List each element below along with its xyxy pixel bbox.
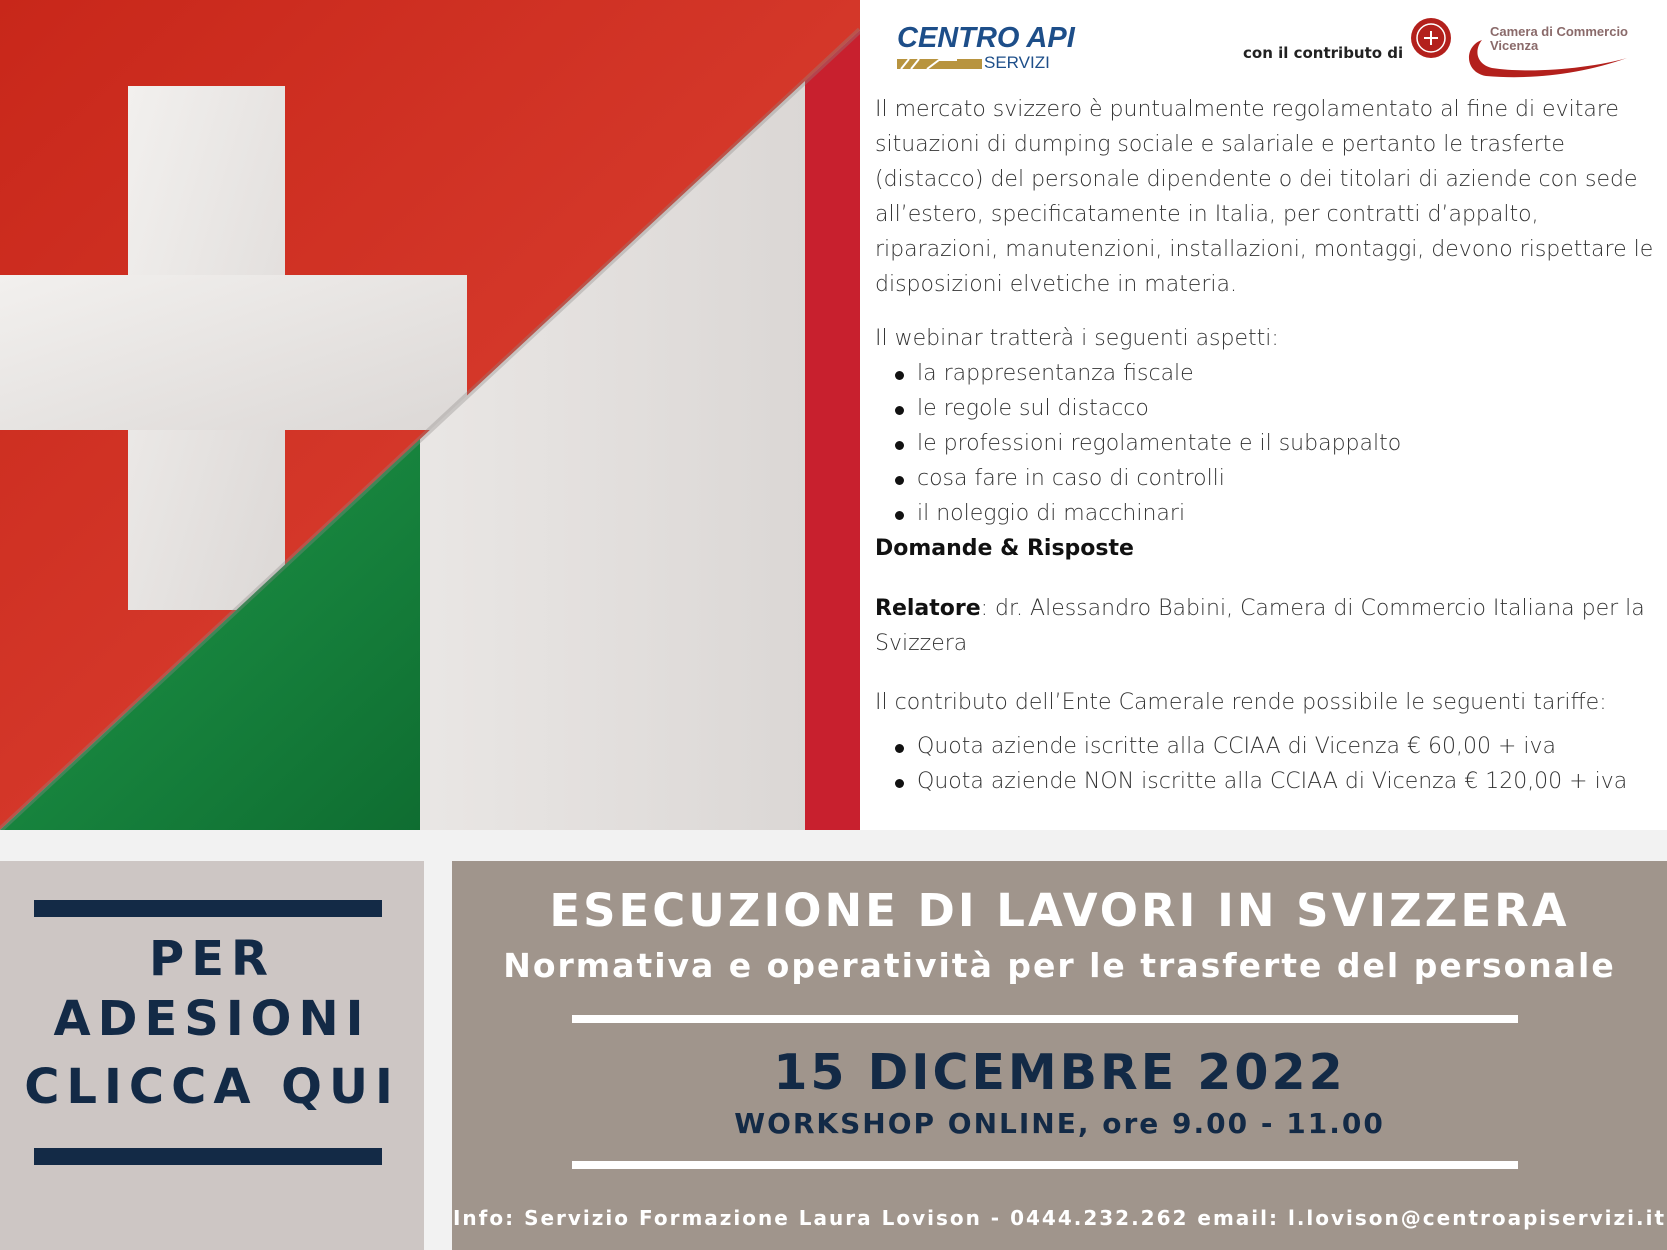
cta-bottom-bar xyxy=(34,1148,382,1165)
list-item: le regole sul distacco xyxy=(917,391,1655,426)
qa-label: Domande & Risposte xyxy=(875,536,1134,561)
speaker-section xyxy=(875,591,1655,661)
list-item: cosa fare in caso di controlli xyxy=(917,461,1655,496)
list-item: Quota aziende iscritte alla CCIAA di Vicenza € 60,00 + iva xyxy=(917,729,1655,764)
topics-intro: Il webinar tratterà i seguenti aspetti: xyxy=(875,326,1279,351)
intro-text: Il mercato svizzero è puntualmente regolamentato al fine di evitare situazioni di dumping sociale e salariale e pertanto le trasferte (distacco) del personale dipendente o dei titolari di aziende con sede all’estero, specificatamente in Italia, per contratti d’appalto, riparazioni, manutenzioni, installazioni, montaggi, devono rispettare le disposizioni elvetiche in materia. xyxy=(875,97,1654,297)
event-date: 15 DICEMBRE 2022 xyxy=(773,1044,1346,1101)
fees-list xyxy=(875,729,1655,799)
list-item: Quota aziende NON iscritte alla CCIAA di Vicenza € 120,00 + iva xyxy=(917,764,1655,799)
topics-list xyxy=(875,356,1655,531)
topics-section xyxy=(875,321,1655,566)
logo-stripes-icon xyxy=(897,57,982,71)
fees-intro: Il contributo dell’Ente Camerale rende possibile le seguenti tariffe: xyxy=(875,690,1607,715)
divider-top xyxy=(572,1015,1518,1023)
cta-line-2[interactable]: ADESIONI xyxy=(53,991,371,1047)
list-item: le professioni regolamentate e il subappalto xyxy=(917,426,1655,461)
event-subtitle: Normativa e operatività per le trasferte del personale xyxy=(503,946,1616,985)
chamber-logo-text: Camera di Commercio Vicenza xyxy=(1490,24,1628,53)
intro-paragraph xyxy=(875,92,1655,302)
register-cta-button[interactable] xyxy=(0,861,424,1250)
speaker-text: : dr. Alessandro Babini, Camera di Commercio Italiana per la Svizzera xyxy=(875,596,1645,656)
contribution-label: con il contributo di xyxy=(1243,44,1404,62)
list-item: il noleggio di macchinari xyxy=(917,496,1655,531)
list-item: la rappresentanza fiscale xyxy=(917,356,1655,391)
city-seal-icon xyxy=(1409,16,1453,60)
fees-section xyxy=(875,685,1655,799)
centro-api-logo: CENTRO API xyxy=(897,22,1075,54)
flags-image xyxy=(0,0,860,830)
event-format: WORKSHOP ONLINE, ore 9.00 - 11.00 xyxy=(734,1107,1385,1140)
cta-top-bar xyxy=(34,900,382,917)
cta-line-3[interactable]: CLICCA QUI xyxy=(24,1059,400,1115)
centro-api-logo-sub: SERVIZI xyxy=(984,53,1050,72)
contact-info: Info: Servizio Formazione Laura Lovison - 0444.232.262 email: l.lovison@centroapiservizi.it xyxy=(452,1206,1667,1230)
event-title: ESECUZIONE DI LAVORI IN SVIZZERA xyxy=(549,884,1570,937)
divider-bottom xyxy=(572,1161,1518,1169)
speaker-label: Relatore xyxy=(875,596,981,621)
cta-line-1[interactable]: PER xyxy=(149,931,275,987)
